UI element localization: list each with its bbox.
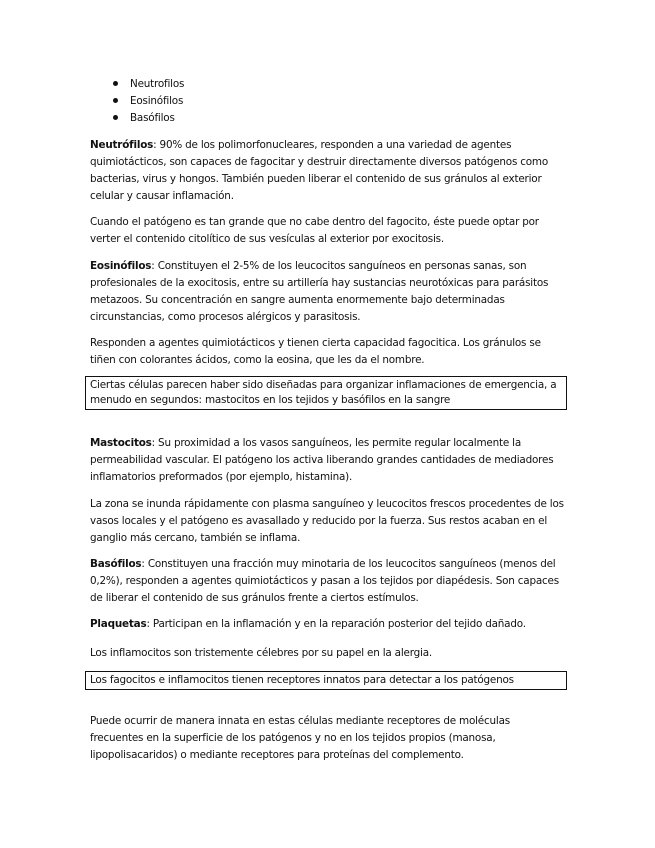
inflamocitos-paragraph: Los inflamocitos son tristemente célebres por su papel en la alergia. [90, 647, 432, 659]
list-item: Basófilos [113, 110, 184, 127]
mastocitos-text: : Su proximidad a los vasos sanguíneos, les permite regular localmente la permeabilidad vascular. El patógeno los activa liberando grandes cantidades de mediadores inflamatorios preformados (por ejemplo, histamina). [90, 437, 554, 483]
neutrofilos-text: : 90% de los polimorfonucleares, responden a una variedad de agentes quimiotácticos, son capaces de fagocitar y destruir directamente diversos patógenos como bacterias, virus y hongos. También pueden liberar el contenido de sus gránulos al exterior celular y causar inflamación. [90, 139, 549, 202]
receptores-paragraph: Puede ocurrir de manera innata en estas células mediante receptores de moléculas frecuentes en la superficie de los patógenos y no en los tejidos propios (manosa, lipopolisacaridos) o mediante receptores para proteínas del complemento. [90, 715, 510, 761]
list-item: Eosinófilos [113, 93, 184, 110]
highlight-box-receptores: Los fagocitos e inflamocitos tienen receptores innatos para detectar a los patógenos [85, 671, 567, 690]
mastocitos-paragraph [90, 435, 565, 486]
zona-paragraph: La zona se inunda rápidamente con plasma sanguíneo y leucocitos frescos procedentes de los vasos locales y el patógeno es avasallado y reducido por la fuerza. Sus restos acaban en el ganglio más cercano, también se inflama. [90, 498, 564, 544]
plaquetas-paragraph [90, 616, 565, 633]
cell-type-list [113, 76, 184, 127]
quimiotacticos-paragraph: Responden a agentes quimiotácticos y tienen cierta capacidad fagocitica. Los gránulos se tiñen con colorantes ácidos, como la eosina, que les da el nombre. [90, 337, 541, 366]
eosinofilos-paragraph [90, 258, 565, 326]
highlight-box-mastocitos: Ciertas células parecen haber sido diseñadas para organizar inflamaciones de emergencia, a menudo en segundos: mastocitos en los tejidos y basófilos en la sangre [85, 376, 567, 410]
plaquetas-text: : Participan en la inflamación y en la reparación posterior del tejido dañado. [146, 618, 526, 630]
plaquetas-term: Plaquetas [90, 618, 147, 630]
eosinofilos-text: : Constituyen el 2-5% de los leucocitos sanguíneos en personas sanas, son profesionales de la exocitosis, entre su artillería hay sustancias neurotóxicas para parásitos metazoos. Su concentración en sangre aumenta enormemente bajo determinadas circunstancias, como procesos alérgicos y parasitosis. [90, 260, 549, 323]
list-item: Neutrofilos [113, 76, 184, 93]
eosinofilos-term: Eosinófilos [90, 260, 152, 272]
patogeno-grande-paragraph: Cuando el patógeno es tan grande que no cabe dentro del fagocito, éste puede optar por verter el contenido citolítico de sus vesículas al exterior por exocitosis. [90, 216, 539, 245]
basofilos-text: : Constituyen una fracción muy minotaria de los leucocitos sanguíneos (menos del 0,2%), responden a agentes quimiotácticos y pasan a los tejidos por diapédesis. Son capaces de liberar el contenido de sus gránulos frente a ciertos estímulos. [90, 558, 559, 604]
basofilos-term: Basófilos [90, 558, 142, 570]
basofilos-paragraph [90, 556, 565, 607]
neutrofilos-paragraph [90, 137, 565, 205]
mastocitos-term: Mastocitos [90, 437, 152, 449]
neutrofilos-term: Neutrófilos [90, 139, 154, 151]
